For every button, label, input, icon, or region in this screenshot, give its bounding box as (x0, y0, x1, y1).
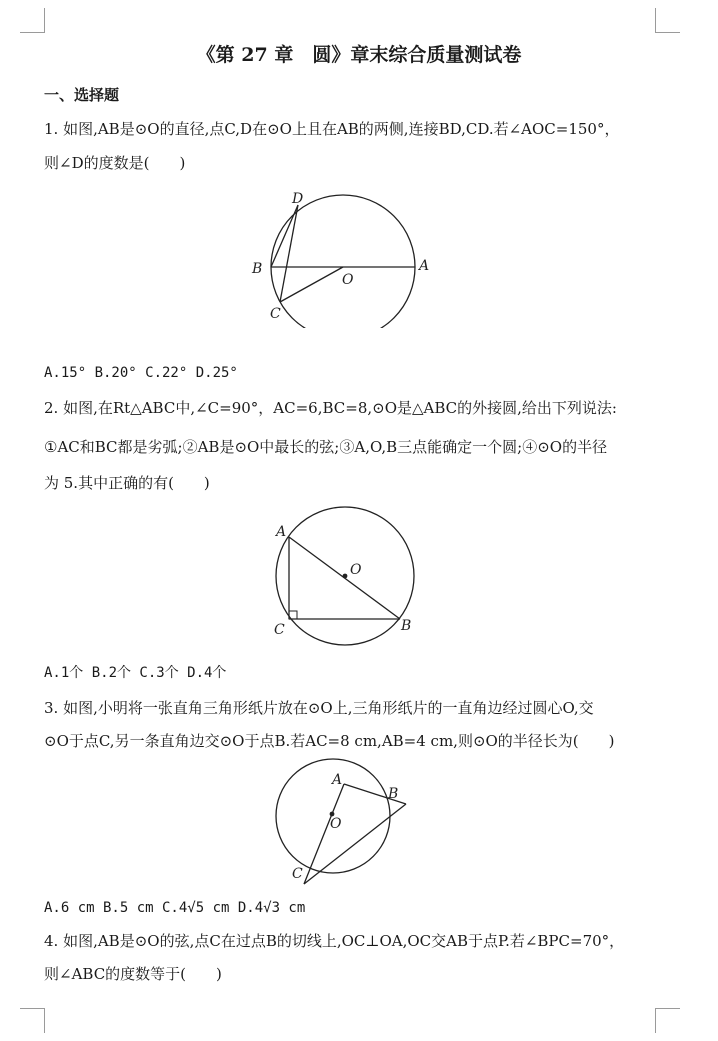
q1-segment-bd (271, 205, 298, 267)
q2-line-1: 2. 如图,在Rt△ABC中,∠C=90°，AC=6,BC=8,⊙O是△ABC的外接圆,给出下列说法: (44, 399, 617, 417)
q2-label-a: A (276, 524, 287, 540)
q3-label-a: A (332, 772, 343, 788)
q2-label-c: C (274, 622, 285, 638)
q4-line-2: 则∠ABC的度数等于( ) (44, 965, 222, 983)
q1-circle (271, 195, 415, 328)
q1-label-c: C (270, 306, 281, 322)
q1-label-d: D (292, 191, 304, 207)
corner-mark-bottom-left (20, 1008, 45, 1033)
q2-center-dot (343, 574, 348, 579)
q3-options: A.6 cm B.5 cm C.4√5 cm D.4√3 cm (44, 900, 306, 916)
q1-line-2: 则∠D的度数是( ) (44, 154, 186, 172)
corner-mark-top-right (655, 8, 680, 33)
q3-line-1: 3. 如图,小明将一张直角三角形纸片放在⊙O上,三角形纸片的一直角边经过圆心O,交 (44, 699, 594, 717)
q2-figure (268, 502, 428, 652)
q1-label-o: O (342, 272, 354, 288)
q3-figure (268, 756, 418, 892)
section-heading: 一、选择题 (44, 86, 120, 104)
q2-label-b: B (401, 618, 412, 634)
q2-line-3: 为 5.其中正确的有( ) (44, 474, 210, 492)
q2-line-2: ①AC和BC都是劣弧;②AB是⊙O中最长的弦;③A,O,B三点能确定一个圆;④⊙O的半径 (44, 438, 608, 456)
page-title: 《第 27 章 圆》章末综合质量测试卷 (196, 44, 522, 66)
q3-label-c: C (292, 866, 303, 882)
q1-label-a: A (419, 258, 430, 274)
q1-label-b: B (252, 261, 263, 277)
q4-line-1: 4. 如图,AB是⊙O的弦,点C在过点B的切线上,OC⊥OA,OC交AB于点P.若∠BPC=70°， (44, 932, 625, 950)
corner-mark-top-left (20, 8, 45, 33)
q2-options: A.1个 B.2个 C.3个 D.4个 (44, 665, 227, 681)
q1-segment-oc (280, 267, 343, 302)
q3-line-2: ⊙O于点C,另一条直角边交⊙O于点B.若AC=8 cm,AB=4 cm,则⊙O的半径长为( ) (44, 732, 615, 750)
q2-label-o: O (350, 562, 362, 578)
q1-line-1: 1. 如图,AB是⊙O的直径,点C,D在⊙O上且在AB的两侧,连接BD,CD.若∠AOC=150°， (44, 120, 620, 138)
corner-mark-bottom-right (655, 1008, 680, 1033)
q3-label-b: B (388, 786, 399, 802)
q3-label-o: O (330, 816, 342, 832)
q1-figure (240, 188, 440, 328)
q1-options: A.15° B.20° C.22° D.25° (44, 365, 238, 381)
